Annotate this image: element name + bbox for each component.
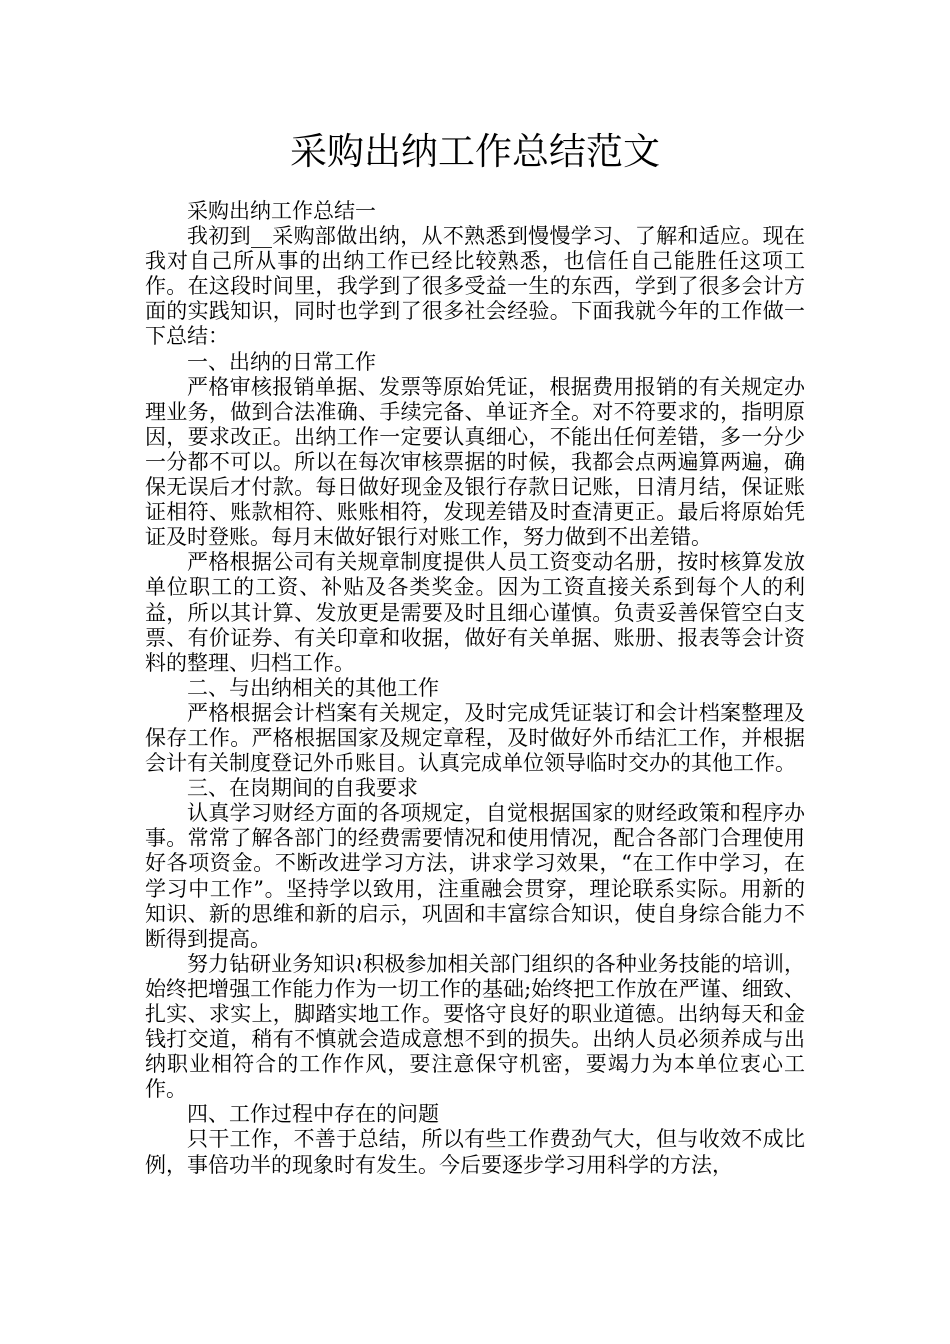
body-paragraph: 我初到__采购部做出纳，从不熟悉到慢慢学习、了解和适应。现在我对自己所从事的出纳工作已经比较熟悉，也信任自己能胜任这项工作。在这段时间里，我学到了很多受益一生的东西，学到了很多会计方面的实践知识，同时也学到了很多社会经验。下面我就今年的工作做一下总结：	[145, 224, 805, 349]
body-paragraph: 严格根据公司有关规章制度提供人员工资变动名册，按时核算发放单位职工的工资、补贴及各类奖金。因为工资直接关系到每个人的利益，所以其计算、发放更是需要及时且细心谨慎。负责妥善保管空白支票、有价证券、有关印章和收据，做好有关单据、账册、报表等会计资料的整理、归档工作。	[145, 550, 805, 675]
section-heading: 二、与出纳相关的其他工作	[187, 675, 439, 700]
document-body	[145, 199, 805, 1178]
body-paragraph: 只干工作，不善于总结，所以有些工作费劲气大，但与收效不成比例，事倍功半的现象时有发生。今后要逐步学习用科学的方法，	[145, 1127, 805, 1177]
document-title: 采购出纳工作总结范文	[290, 130, 660, 173]
section-heading: 一、出纳的日常工作	[187, 349, 376, 374]
section-heading: 采购出纳工作总结一	[187, 199, 376, 223]
body-paragraph: 认真学习财经方面的各项规定，自觉根据国家的财经政策和程序办事。常常了解各部门的经费需要情况和使用情况，配合各部门合理使用好各项资金。不断改进学习方法，讲求学习效果，“在工作中学习，在学习中工作”。坚持学以致用，注重融会贯穿，理论联系实际。用新的知识、新的思维和新的启示，巩固和丰富综合知识，使自身综合能力不断得到提高。	[145, 801, 805, 951]
section-heading: 四、工作过程中存在的问题	[187, 1102, 439, 1127]
body-paragraph: 严格根据会计档案有关规定，及时完成凭证装订和会计档案整理及保存工作。严格根据国家及规定章程，及时做好外币结汇工作，并根据会计有关制度登记外币账目。认真完成单位领导临时交办的其他工作。	[145, 700, 805, 776]
section-heading: 三、在岗期间的自我要求	[187, 776, 418, 801]
body-paragraph: 严格审核报销单据、发票等原始凭证，根据费用报销的有关规定办理业务，做到合法准确、手续完备、单证齐全。对不符要求的，指明原因，要求改正。出纳工作一定要认真细心，不能出任何差错，多一分少一分都不可以。所以在每次审核票据的时候，我都会点两遍算两遍，确保无误后才付款。每日做好现金及银行存款日记账，日清月结，保证账证相符、账款相符、账账相符，发现差错及时查清更正。最后将原始凭证及时登账。每月末做好银行对账工作，努力做到不出差错。	[145, 374, 805, 550]
body-paragraph: 努力钻研业务知识≀积极参加相关部门组织的各种业务技能的培训，始终把增强工作能力作为一切工作的基础;始终把工作放在严谨、细致、扎实、求实上，脚踏实地工作。要恪守良好的职业道德。出纳每天和金钱打交道，稍有不慎就会造成意想不到的损失。出纳人员必须养成与出纳职业相符合的工作作风，要注意保守机密，要竭力为本单位衷心工作。	[145, 951, 805, 1102]
